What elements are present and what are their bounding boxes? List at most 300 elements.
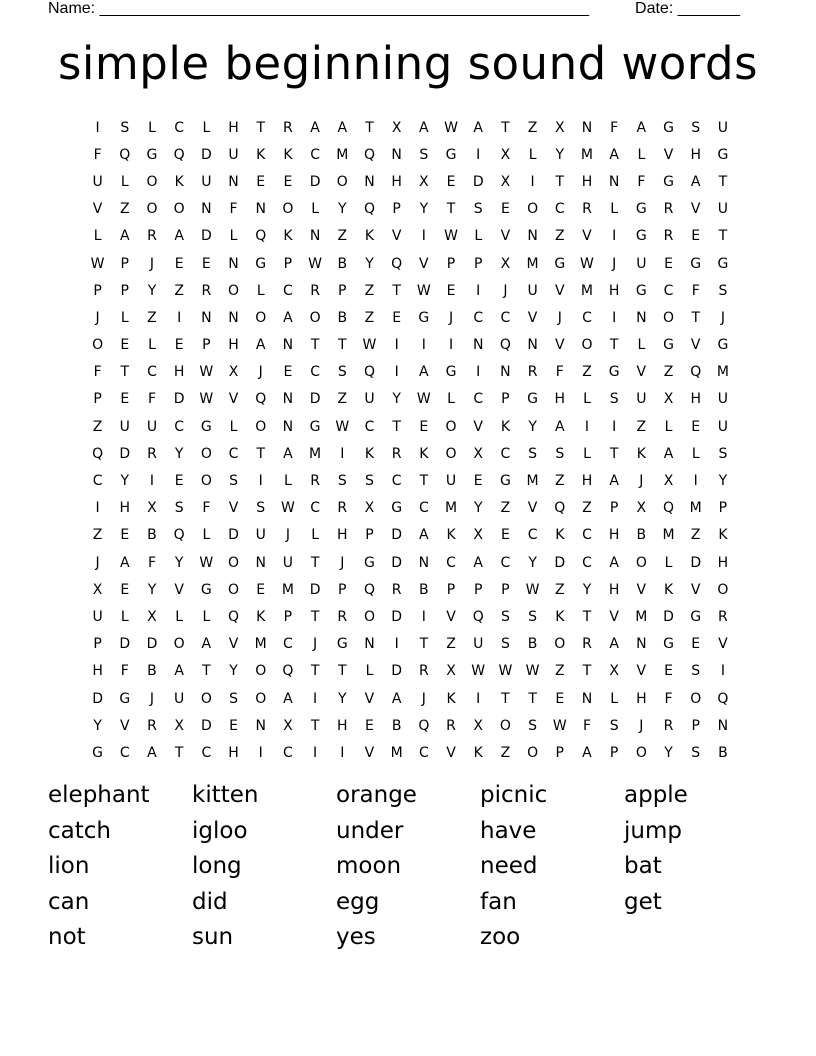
grid-letter: A [283,690,293,707]
grid-letter: N [391,146,402,163]
grid-letter: Y [174,554,184,571]
grid-letter: S [500,636,510,653]
grid-letter: E [446,282,456,299]
grid-letter: T [392,418,401,435]
grid-letter: G [635,228,647,245]
grid-letter: M [444,500,458,517]
grid-letter: Q [363,146,375,163]
grid-letter: V [174,581,184,598]
grid-letter: O [255,309,267,326]
grid-letter: P [446,255,456,272]
grid-letter: E [392,309,402,326]
grid-letter: X [663,391,674,408]
grid-letter: P [93,391,102,408]
grid-letter: D [472,173,484,190]
grid-letter: Q [499,337,511,354]
grid-letter: L [148,337,156,354]
grid-letter: N [527,228,538,245]
grid-letter: O [200,690,212,707]
grid-letter: M [526,473,539,490]
grid-letter: B [147,663,157,680]
grid-letter: I [313,690,318,707]
grid-letter: E [365,717,374,734]
grid-letter: T [338,663,347,680]
grid-letter: X [500,146,511,163]
grid-letter: R [446,717,456,734]
grid-letter: Z [554,581,565,598]
grid-letter: D [391,554,403,571]
grid-letter: T [310,717,320,734]
grid-letter: Z [337,228,348,245]
grid-letter: N [282,337,294,354]
grid-letter: I [340,744,345,761]
grid-letter: O [173,636,185,653]
grid-letter: P [202,337,211,354]
grid-letter: N [472,337,484,354]
grid-letter: E [664,663,673,680]
grid-letter: V [391,228,402,245]
grid-letter: A [255,337,266,354]
grid-letter: N [282,418,294,435]
grid-letter: S [229,473,238,490]
grid-letter: K [446,527,456,544]
grid-letter: D [309,173,321,190]
grid-letter: P [120,282,129,299]
grid-letter: K [283,228,293,245]
grid-letter: A [419,364,429,381]
grid-letter: T [501,119,510,136]
grid-letter: V [582,228,592,245]
grid-letter: B [718,744,728,761]
grid-letter: C [500,309,511,326]
grid-letter: B [337,309,348,326]
grid-letter: V [527,500,538,517]
grid-letter: N [364,173,375,190]
grid-letter: D [119,445,131,462]
grid-letter: F [555,364,564,381]
grid-letter: X [636,500,647,517]
grid-letter: C [310,364,320,381]
word-list-item: zoo [480,924,521,951]
grid-letter: G [717,255,729,272]
grid-letter: Q [228,608,240,625]
grid-letter: N [364,636,375,653]
grid-letter: V [92,201,103,218]
grid-letter: W [199,391,214,408]
grid-letter: P [338,581,347,598]
grid-letter: C [310,146,320,163]
grid-letter: T [419,473,429,490]
grid-letter: T [555,173,565,190]
grid-letter: O [363,608,375,625]
grid-letter: E [174,337,184,354]
grid-letter: C [418,500,429,517]
grid-letter: C [582,554,592,571]
grid-letter: L [610,690,619,707]
grid-letter: Y [147,282,157,299]
grid-letter: J [639,717,644,734]
grid-letter: J [313,636,318,653]
grid-letter: K [256,146,266,163]
grid-letter: H [636,690,647,707]
grid-letter: E [256,581,266,598]
grid-letter: Y [392,391,401,408]
grid-letter: X [500,173,511,190]
grid-letter: G [255,255,267,272]
grid-letter: S [256,500,266,517]
grid-letter: A [690,173,701,190]
grid-letter: Y [338,201,347,218]
grid-letter: S [174,500,184,517]
date-field-label: Date: _______ [635,0,740,17]
grid-letter: H [228,744,239,761]
grid-letter: X [364,500,375,517]
grid-letter: R [418,663,429,680]
grid-letter: Q [363,201,375,218]
grid-letter: A [310,119,320,136]
word-list-item: apple [624,782,688,808]
grid-letter: S [718,445,728,462]
grid-letter: I [584,418,590,435]
grid-letter: T [310,663,320,680]
grid-letter: U [201,173,212,190]
grid-letter: P [501,581,510,598]
grid-letter: V [228,636,239,653]
grid-letter: H [92,663,103,680]
grid-letter: U [717,418,729,435]
grid-letter: A [147,744,157,761]
grid-letter: L [202,527,211,544]
grid-letter: Z [554,228,565,245]
grid-letter: S [337,364,347,381]
grid-letter: L [664,418,673,435]
grid-letter: Z [337,391,348,408]
grid-letter: C [147,364,157,381]
grid-letter: U [92,173,103,190]
grid-letter: M [580,146,594,163]
grid-letter: Q [472,608,484,625]
grid-letter: C [283,282,293,299]
grid-letter: F [93,146,102,163]
grid-letter: D [391,663,403,680]
grid-letter: W [335,418,350,435]
grid-letter: O [527,744,539,761]
grid-letter: F [664,690,673,707]
grid-letter: S [691,119,701,136]
grid-letter: M [254,636,267,653]
grid-letter: L [637,146,646,163]
grid-letter: A [283,309,293,326]
word-list-item: get [624,888,662,915]
grid-letter: I [421,608,426,625]
grid-letter: C [283,744,293,761]
grid-letter: N [717,717,729,734]
grid-letter: V [690,581,701,598]
grid-letter: P [93,282,102,299]
grid-letter: X [663,473,674,490]
grid-letter: Z [500,500,511,517]
grid-letter: B [527,636,538,653]
grid-letter: E [120,391,130,408]
grid-letter: L [447,391,455,408]
grid-letter: N [255,554,266,571]
grid-letter: L [148,119,156,136]
grid-letter: U [717,119,729,136]
grid-letter: O [336,173,348,190]
grid-letter: V [663,146,674,163]
grid-letter: H [337,527,348,544]
grid-letter: V [419,255,429,272]
grid-letter: N [527,337,538,354]
grid-letter: J [720,309,725,326]
grid-letter: O [499,717,511,734]
grid-letter: D [690,554,702,571]
grid-letter: W [498,663,513,680]
grid-letter: O [200,445,212,462]
grid-letter: Y [528,418,537,435]
grid-letter: H [581,473,593,490]
grid-letter: Z [554,473,565,490]
grid-letter: H [391,173,402,190]
grid-letter: A [419,527,429,544]
grid-letter: X [473,717,484,734]
grid-letter: Z [364,282,375,299]
grid-letter: V [446,744,456,761]
grid-letter: V [228,391,239,408]
grid-letter: V [119,717,130,734]
grid-letter: Y [528,554,537,571]
grid-letter: O [445,418,457,435]
grid-letter: V [636,663,647,680]
grid-letter: A [663,445,674,462]
grid-letter: D [200,717,212,734]
grid-letter: I [394,636,399,653]
grid-letter: Q [717,690,729,707]
grid-letter: E [419,418,429,435]
grid-letter: Y [555,146,565,163]
grid-letter: X [609,663,619,680]
grid-letter: U [255,527,266,544]
grid-letter: H [228,119,239,136]
grid-letter: J [285,527,290,544]
page-title: simple beginning sound words [57,37,759,90]
grid-letter: J [95,309,100,326]
grid-letter: N [581,119,593,136]
grid-letter: I [95,500,100,517]
grid-letter: A [419,119,429,136]
grid-letter: F [610,119,619,136]
grid-letter: H [690,391,701,408]
grid-letter: U [174,690,185,707]
grid-letter: R [663,201,674,218]
grid-letter: G [554,255,566,272]
grid-letter: K [500,418,510,435]
grid-letter: E [120,581,130,598]
grid-letter: D [173,391,185,408]
grid-letter: Y [365,255,374,272]
grid-letter: G [663,173,674,190]
grid-letter: I [95,119,100,136]
grid-letter: J [258,364,263,381]
grid-letter: G [717,337,729,354]
grid-letter: B [337,255,348,272]
grid-letter: J [639,473,644,490]
word-list-item: under [336,817,404,844]
grid-letter: A [554,418,565,435]
grid-letter: M [336,146,349,163]
grid-letter: I [612,228,617,245]
grid-letter: Q [663,500,675,517]
grid-letter: W [416,391,431,408]
grid-letter: V [228,500,239,517]
grid-letter: J [149,255,155,272]
word-list-item: orange [336,782,417,808]
grid-letter: L [311,201,319,218]
grid-letter: D [309,581,321,598]
grid-letter: I [313,744,318,761]
word-list-item: igloo [192,817,248,844]
grid-letter: S [528,717,538,734]
grid-letter: E [500,201,510,218]
grid-letter: L [175,608,184,625]
grid-letter: V [690,201,701,218]
grid-letter: U [119,418,130,435]
grid-letter: E [691,418,701,435]
grid-letter: E [500,527,510,544]
grid-letter: G [635,201,647,218]
grid-letter: I [421,228,426,245]
grid-letter: P [718,500,728,517]
grid-letter: O [146,201,158,218]
grid-letter: S [718,282,728,299]
grid-letter: D [391,608,403,625]
grid-letter: C [554,201,565,218]
grid-letter: L [229,228,238,245]
grid-letter: T [582,608,592,625]
grid-letter: P [283,255,293,272]
grid-letter: T [582,663,592,680]
grid-letter: L [474,228,483,245]
grid-letter: L [691,445,700,462]
grid-letter: U [636,391,647,408]
grid-letter: U [473,636,484,653]
grid-letter: E [120,337,130,354]
grid-letter: G [608,364,620,381]
grid-letter: D [663,608,674,625]
grid-letter: W [471,663,486,680]
grid-letter: W [552,717,567,734]
grid-letter: W [416,282,431,299]
grid-letter: C [473,309,484,326]
grid-letter: G [717,146,729,163]
grid-letter: W [525,581,540,598]
grid-letter: T [718,173,728,190]
grid-letter: G [499,473,511,490]
grid-letter: Q [255,228,267,245]
grid-letter: I [693,473,698,490]
word-list-item: long [192,853,242,880]
grid-letter: R [582,201,592,218]
grid-letter: V [554,282,565,299]
grid-letter: X [283,717,293,734]
grid-letter: R [283,119,293,136]
grid-letter: X [174,717,184,734]
grid-letter: L [93,228,102,245]
name-field-label: Name: _______________________________________________________ [48,0,589,17]
grid-letter: M [635,608,648,625]
grid-letter: R [147,717,157,734]
grid-letter: N [255,201,266,218]
grid-letter: G [663,337,674,354]
grid-letter: Q [173,527,185,544]
grid-letter: C [92,473,103,490]
grid-letter: N [500,364,511,381]
word-list-item: jump [624,817,682,844]
grid-letter: B [636,527,647,544]
grid-letter: O [445,445,457,462]
grid-letter: L [664,554,673,571]
grid-letter: L [202,119,211,136]
grid-letter: Q [363,581,375,598]
grid-letter: I [258,473,263,490]
grid-letter: D [554,554,566,571]
grid-letter: K [364,228,375,245]
word-list-item: need [480,853,538,880]
grid-letter: S [500,608,510,625]
grid-letter: T [501,690,510,707]
grid-letter: P [120,255,129,272]
grid-letter: Y [473,500,483,517]
grid-letter: V [718,636,728,653]
grid-letter: A [609,636,619,653]
grid-letter: L [202,608,211,625]
grid-letter: S [528,445,538,462]
grid-letter: O [255,690,267,707]
grid-letter: N [201,309,212,326]
grid-letter: Z [554,663,565,680]
grid-letter: J [421,690,426,707]
grid-letter: N [608,173,620,190]
grid-letter: R [718,608,728,625]
grid-letter: S [555,445,565,462]
grid-letter: T [365,119,374,136]
grid-letter: N [255,717,266,734]
grid-letter: T [174,744,184,761]
grid-letter: G [391,500,403,517]
grid-letter: S [365,473,374,490]
grid-letter: Y [664,744,673,761]
grid-letter: C [500,554,511,571]
grid-letter: F [229,201,238,218]
grid-letter: S [473,201,483,218]
grid-letter: A [582,744,592,761]
grid-letter: K [473,744,483,761]
grid-letter: Z [92,418,103,435]
grid-letter: C [228,445,239,462]
grid-letter: X [500,255,511,272]
grid-letter: F [637,173,646,190]
grid-letter: A [174,663,184,680]
grid-letter: D [309,391,321,408]
grid-letter: H [608,282,620,299]
grid-letter: O [635,554,647,571]
grid-letter: L [637,337,646,354]
grid-letter: P [555,744,564,761]
grid-letter: T [202,663,211,680]
grid-letter: Y [120,473,130,490]
grid-letter: O [663,309,675,326]
grid-letter: Z [527,119,538,136]
